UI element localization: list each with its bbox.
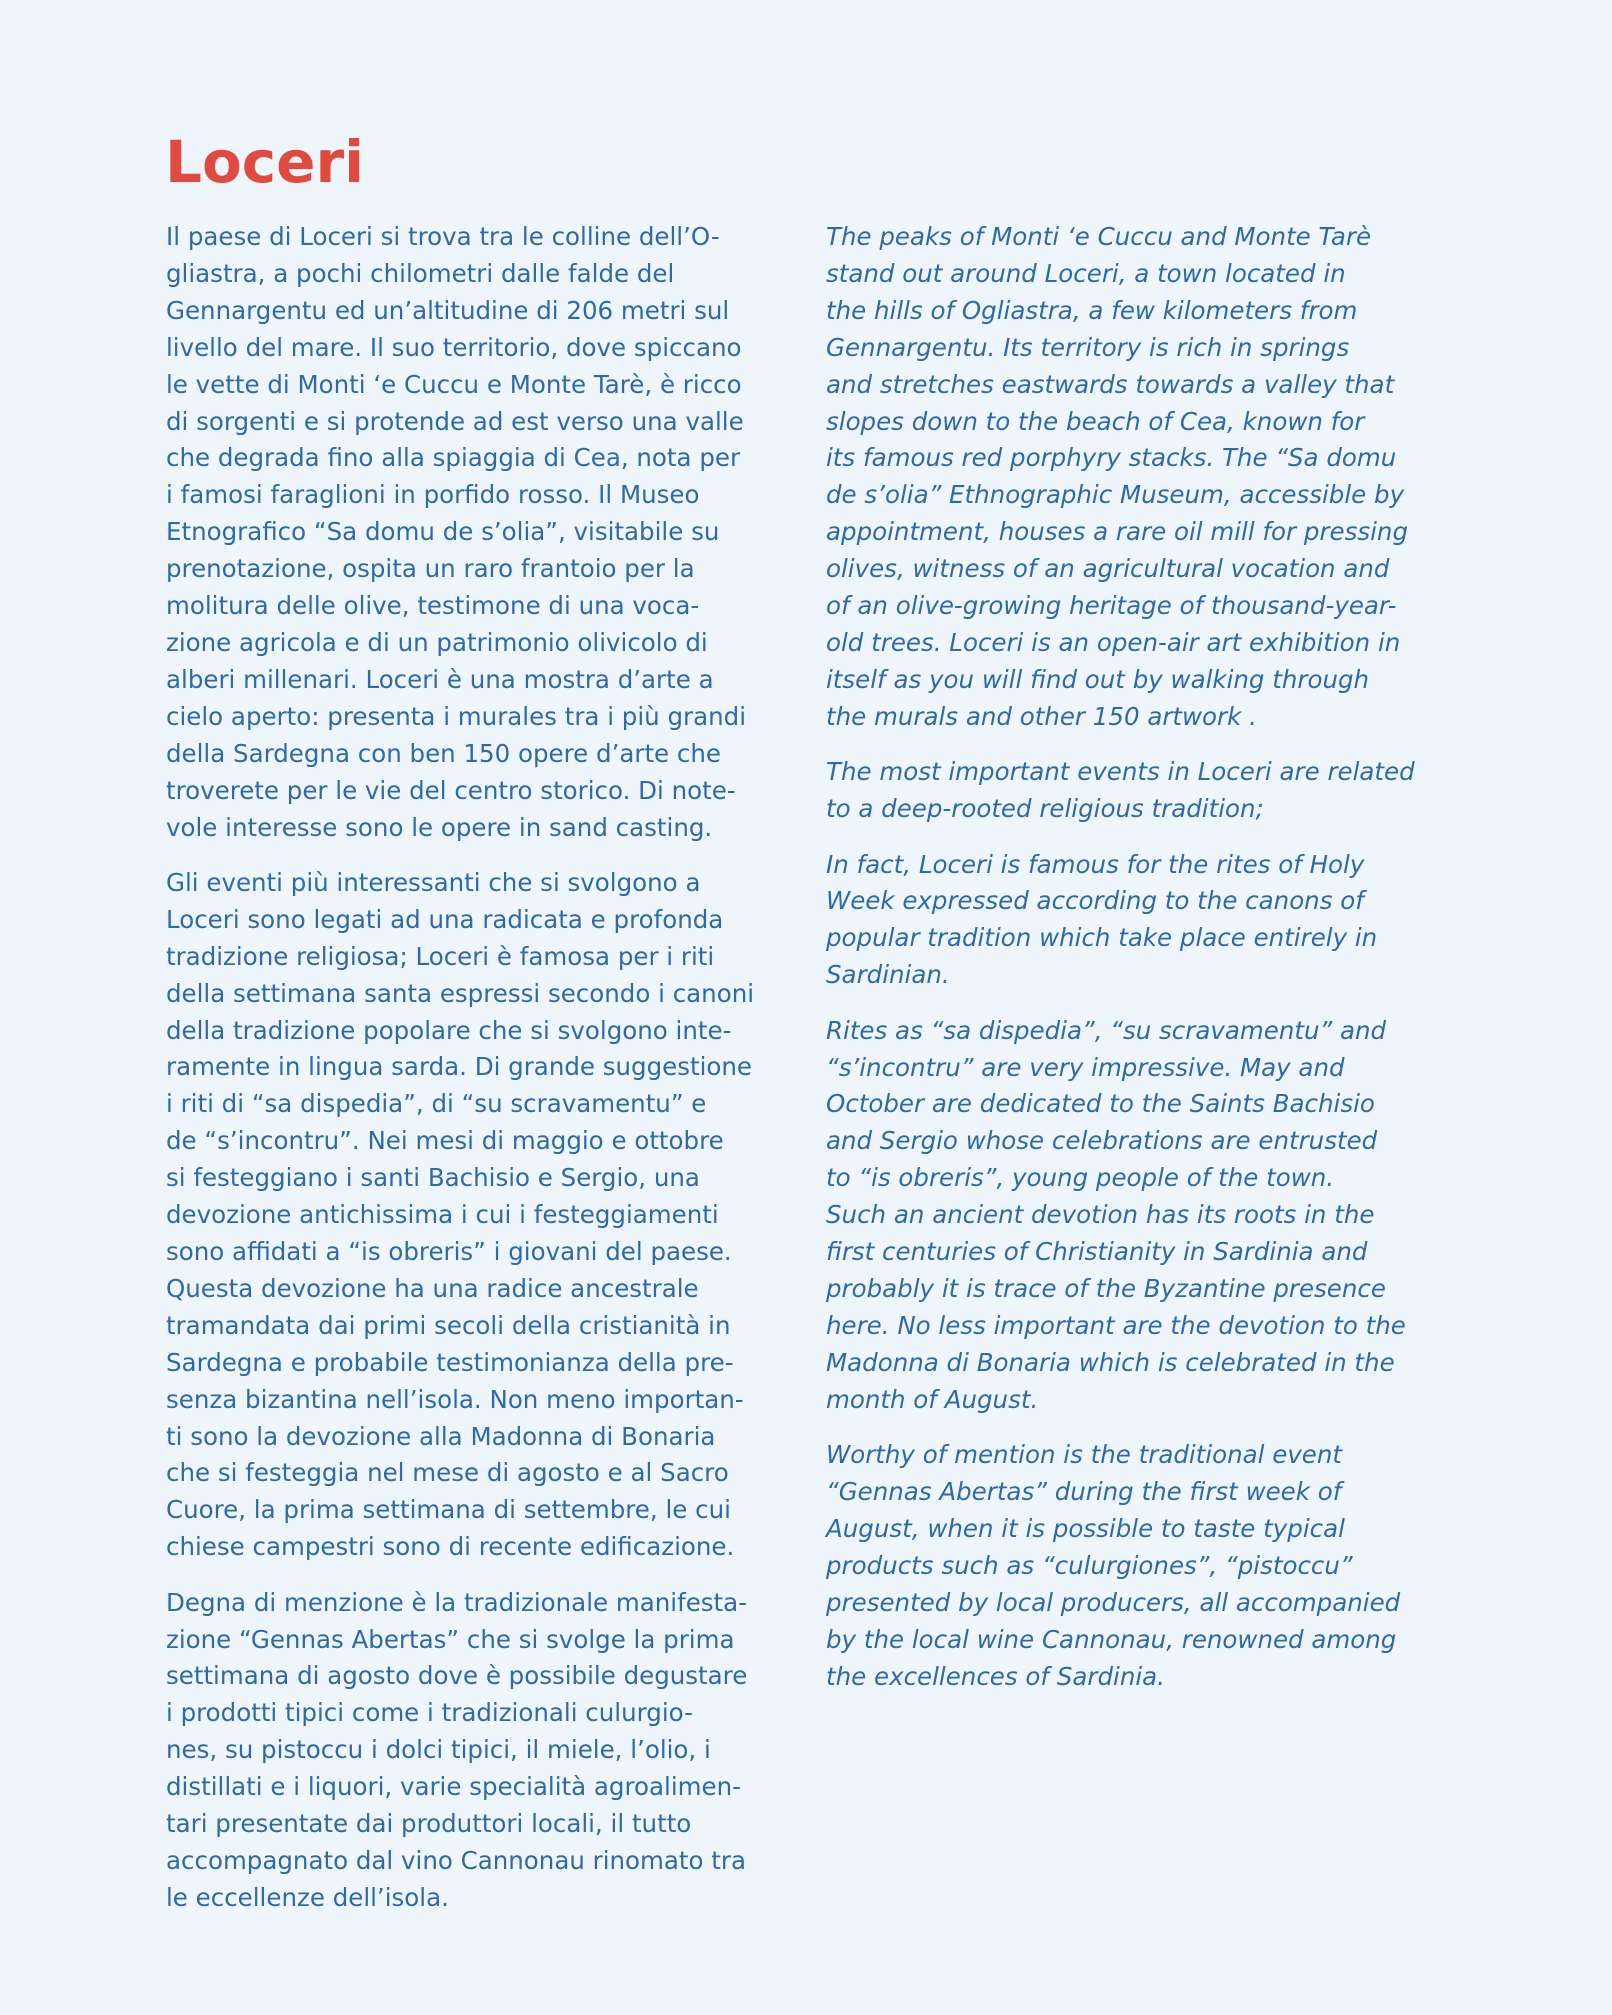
english-paragraph-3	[826, 847, 1450, 995]
text-line: to a deep-rooted religious tradition;	[826, 794, 1264, 824]
text-line: “Gennas Abertas” during the first week of	[826, 1477, 1342, 1506]
text-line: old trees. Loceri is an open-air art exhibition in	[826, 627, 1401, 657]
text-line: zione agricola e di un patrimonio olivicolo di	[166, 627, 708, 657]
text-line: settimana di agosto dove è possibile degustare	[166, 1661, 748, 1691]
text-line: livello del mare. Il suo territorio, dove spiccano	[166, 332, 742, 362]
text-line: gliastra, a pochi chilometri dalle falde del	[166, 258, 675, 288]
text-line: Such an ancient devotion has its roots in the	[826, 1200, 1375, 1230]
text-line: probably it is trace of the Byzantine presence	[826, 1273, 1386, 1303]
english-paragraph-1	[826, 219, 1450, 736]
text-line: its famous red porphyry stacks. The “Sa domu	[826, 443, 1397, 473]
text-line: Madonna di Bonaria which is celebrated in the	[826, 1347, 1395, 1377]
text-line: della settimana santa espressi secondo i canoni	[166, 978, 755, 1008]
text-line: distillati e i liquori, varie specialità agroalimen-	[166, 1772, 741, 1802]
text-line: accompagnato dal vino Cannonau rinomato tra	[166, 1845, 746, 1875]
text-line: August, when it is possible to taste typical	[826, 1513, 1345, 1543]
text-line: molitura delle olive, testimone di una voca-	[166, 591, 700, 621]
text-line: Questa devozione ha una radice ancestrale	[166, 1273, 699, 1303]
text-line: le vette di Monti ‘e Cuccu e Monte Tarè, è ricco	[166, 369, 742, 399]
text-line: Degna di menzione è la tradizionale manifesta-	[166, 1587, 748, 1617]
text-line: nes, su pistoccu i dolci tipici, il miele, l’olio, i	[166, 1735, 711, 1765]
text-line: che si festeggia nel mese di agosto e al Sacro	[166, 1458, 729, 1488]
text-line: di sorgenti e si protende ad est verso una valle	[166, 406, 744, 436]
italian-paragraph-2	[166, 865, 798, 1566]
text-line: tari presentate dai produttori locali, il tutto	[166, 1809, 692, 1839]
text-line: Sardegna e probabile testimonianza della pre-	[166, 1347, 734, 1377]
text-line: the hills of Ogliastra, a few kilometers from	[826, 295, 1358, 325]
text-line: products such as “culurgiones”, “pistoccu”	[826, 1550, 1353, 1580]
text-line: Rites as “sa dispedia”, “su scravamentu” and	[826, 1015, 1387, 1045]
text-line: the murals and other 150 artwork .	[826, 701, 1257, 731]
text-line: In fact, Loceri is famous for the rites of Holy	[826, 849, 1365, 879]
text-line: senza bizantina nell’isola. Non meno importan-	[166, 1384, 744, 1414]
text-line: by the local wine Cannonau, renowned among	[826, 1624, 1397, 1654]
italian-column	[166, 219, 798, 1935]
text-line: tramandata dai primi secoli della cristianità in	[166, 1310, 731, 1340]
text-line: popular tradition which take place entirely in	[826, 923, 1378, 953]
text-line: of an olive-growing heritage of thousand-year-	[826, 591, 1397, 621]
text-line: itself as you will find out by walking through	[826, 664, 1370, 694]
text-line: The peaks of Monti ‘e Cuccu and Monte Tarè	[826, 222, 1372, 251]
text-line: devozione antichissima i cui i festeggiamenti	[166, 1200, 719, 1230]
text-line: alberi millenari. Loceri è una mostra d’arte a	[166, 664, 714, 694]
text-line: cielo aperto: presenta i murales tra i più grandi	[166, 701, 746, 731]
page-title: Loceri	[165, 128, 365, 196]
text-line: stand out around Loceri, a town located in	[826, 258, 1346, 288]
text-line: che degrada fino alla spiaggia di Cea, nota per	[166, 443, 741, 473]
text-line: della Sardegna con ben 150 opere d’arte che	[166, 738, 721, 768]
italian-paragraph-3	[166, 1585, 798, 1917]
text-line: ramente in lingua sarda. Di grande suggestione	[166, 1052, 753, 1082]
text-line: to “is obreris”, young people of the town.	[826, 1163, 1335, 1193]
text-line: Week expressed according to the canons of	[826, 886, 1364, 916]
text-line: ti sono la devozione alla Madonna di Bonaria	[166, 1421, 716, 1451]
english-column	[826, 219, 1450, 1714]
text-line: presented by local producers, all accompanied	[826, 1587, 1401, 1617]
text-line: month of August.	[826, 1384, 1039, 1414]
text-line: Gli eventi più interessanti che si svolgono a	[166, 867, 701, 897]
english-paragraph-2	[826, 754, 1450, 828]
text-line: sono affidati a “is obreris” i giovani del paese.	[166, 1236, 732, 1266]
text-line: the excellences of Sardinia.	[826, 1661, 1165, 1691]
italian-paragraph-1	[166, 219, 798, 846]
text-line: and Sergio whose celebrations are entrusted	[826, 1126, 1378, 1156]
text-line: October are dedicated to the Saints Bachisio	[826, 1089, 1375, 1119]
text-line: troverete per le vie del centro storico. Di note-	[166, 775, 736, 805]
text-line: Loceri sono legati ad una radicata e profonda	[166, 904, 724, 934]
text-line: tradizione religiosa; Loceri è famosa per i riti	[166, 941, 715, 971]
text-line: Gennargentu ed un’altitudine di 206 metri sul	[166, 295, 730, 325]
text-line: le eccellenze dell’isola.	[166, 1882, 449, 1912]
text-line: Sardinian.	[826, 960, 950, 990]
text-line: zione “Gennas Abertas” che si svolge la prima	[166, 1624, 735, 1654]
text-line: The most important events in Loceri are related	[826, 757, 1415, 787]
text-line: della tradizione popolare che si svolgono inte-	[166, 1015, 732, 1045]
text-line: Cuore, la prima settimana di settembre, le cui	[166, 1495, 731, 1525]
text-line: appointment, houses a rare oil mill for pressing	[826, 517, 1409, 547]
text-line: here. No less important are the devotion to the	[826, 1310, 1406, 1340]
english-paragraph-4	[826, 1013, 1450, 1419]
text-line: i riti di “sa dispedia”, di “su scravamentu” e	[166, 1089, 707, 1119]
text-line: Gennargentu. Its territory is rich in springs	[826, 332, 1350, 362]
text-line: si festeggiano i santi Bachisio e Sergio, una	[166, 1163, 700, 1193]
text-line: de “s’incontru”. Nei mesi di maggio e ottobre	[166, 1126, 724, 1156]
text-line: Etnografico “Sa domu de s’olia”, visitabile su	[166, 517, 720, 547]
text-line: chiese campestri sono di recente edificazione.	[166, 1532, 735, 1562]
english-paragraph-5	[826, 1437, 1450, 1695]
text-line: i famosi faraglioni in porfido rosso. Il Museo	[166, 480, 700, 510]
text-line: olives, witness of an agricultural vocation and	[826, 554, 1390, 584]
text-line: “s’incontru” are very impressive. May and	[826, 1052, 1345, 1082]
text-line: first centuries of Christianity in Sardinia and	[826, 1237, 1368, 1267]
text-line: slopes down to the beach of Cea, known for	[826, 406, 1365, 436]
text-line: and stretches eastwards towards a valley that	[826, 369, 1395, 399]
text-line: de s’olia” Ethnographic Museum, accessible by	[826, 480, 1405, 510]
text-line: prenotazione, ospita un raro frantoio per la	[166, 554, 695, 584]
text-line: Il paese di Loceri si trova tra le colline dell’O-	[166, 222, 720, 251]
text-line: i prodotti tipici come i tradizionali culurgio-	[166, 1698, 693, 1728]
text-line: Worthy of mention is the traditional event	[826, 1440, 1343, 1470]
text-line: vole interesse sono le opere in sand casting.	[166, 812, 713, 842]
